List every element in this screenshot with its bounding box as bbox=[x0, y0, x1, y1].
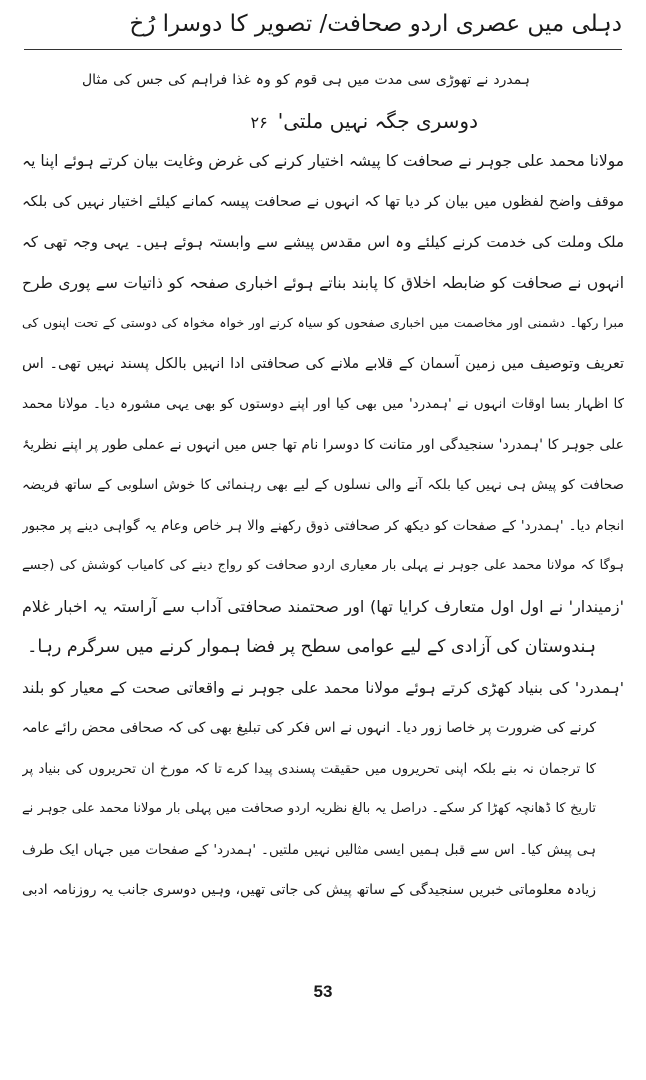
paragraph-line: کا ترجمان نہ بنے بلکہ اپنی تحریروں میں حقیقت پسندی پیدا کرے تا کہ مورخ ان تحریروں کی بنیاد پر bbox=[22, 760, 596, 777]
paragraph-line: کا اظہار بسا اوقات انہوں نے 'ہمدرد' میں بھی کیا اور اپنے دوستوں کو بھی یہی مشورہ دیا۔ مولانا محمد bbox=[22, 396, 624, 412]
paragraph-line: انہوں نے صحافت کو ضابطہ اخلاق کا پابند بناتے ہوئے اخباری صفحہ کو ذاتیات سے پوری طرح bbox=[22, 273, 624, 292]
paragraph-line: موقف واضح لفظوں میں بیان کر دیا تھا کہ انہوں نے صحافت پیسہ کمانے کیلئے اختیار نہیں کی بلکہ bbox=[22, 193, 624, 210]
quote-line-1: ہمدرد نے تھوڑی سی مدت میں ہی قوم کو وہ غذا فراہم کی جس کی مثال bbox=[82, 72, 530, 88]
paragraph-1 bbox=[22, 141, 624, 668]
paragraph-line: ملک وملت کی خدمت کرنے کیلئے وہ اس مقدس پیشے سے وابستہ ہوئے ہیں۔ یہی وجہ تھی کہ bbox=[22, 233, 624, 251]
paragraph-2 bbox=[22, 668, 624, 911]
paragraph-line: انجام دیا۔ 'ہمدرد' کے صفحات کو دیکھ کر صحافتی ذوق رکھنے والا ہر خاص وعام یہ گواہی دینے پر مجبور bbox=[22, 517, 624, 534]
paragraph-line: ہی پیش کیا۔ اس سے قبل ہمیں ایسی مثالیں نہیں ملتیں۔ 'ہمدرد' کے صفحات میں جہاں ایک طرف bbox=[22, 841, 596, 858]
footnote-reference: ۲۶ bbox=[250, 112, 268, 132]
paragraph-line: زیادہ معلوماتی خبریں سنجیدگی کے ساتھ پیش کی جاتی تھیں، وہیں دوسری جانب یہ روزنامہ ادبی bbox=[22, 882, 596, 898]
paragraph-line: ہوگا کہ مولانا محمد علی جوہر نے پہلی بار معیاری اردو صحافت کو رواج دینے کی کامیاب کوشش کی (جسے bbox=[22, 558, 624, 573]
quote-line-2 bbox=[22, 101, 624, 142]
paragraph-line: ہندوستان کی آزادی کے لیے عوامی سطح پر فضا ہموار کرنے میں سرگرم رہا۔ bbox=[27, 637, 596, 657]
paragraph-line: مبرا رکھا۔ دشمنی اور مخاصمت میں اخباری صفحوں کو سیاہ کرنے اور خواہ مخواہ کی دوستی کے تحت اپنوں کی bbox=[22, 315, 624, 330]
paragraph-line: تاریخ کا ڈھانچہ کھڑا کر سکے۔ دراصل یہ بالغ نظریہ اردو صحافت میں پہلی بار مولانا محمد علی جوہر نے bbox=[22, 801, 596, 816]
paragraph-line: مولانا محمد علی جوہر نے صحافت کا پیشہ اختیار کرنے کی غرض وغایت بیان کرتے ہوئے اپنا یہ bbox=[22, 152, 624, 170]
body-text bbox=[22, 60, 624, 911]
paragraph-line: کرنے کی ضرورت پر خاصا زور دیا۔ انہوں نے اس فکر کی تبلیغ بھی کی کہ صحافی محض رائے عامہ bbox=[22, 720, 596, 736]
paragraph-line: 'زمیندار' نے اول اول متعارف کرایا تھا) اور صحتمند صحافتی آداب سے آراستہ یہ اخبار غلام bbox=[22, 596, 624, 616]
paragraph-line: صحافت کو پیش ہی نہیں کیا بلکہ آنے والی نسلوں کے لیے بھی رہنمائی کا خوش اسلوبی کے ساتھ فریضہ bbox=[22, 477, 624, 493]
quote-line-2-text: دوسری جگہ نہیں ملتی' bbox=[277, 108, 478, 133]
paragraph-line: 'ہمدرد' کی بنیاد کھڑی کرتے ہوئے مولانا محمد علی جوہر نے واقعاتی صحت کے معیار کو بلند bbox=[22, 678, 624, 697]
paragraph-line: تعریف وتوصیف میں زمین آسمان کے قلابے ملانے کی صحافتی ادا انہیں بالکل پسند نہیں تھی۔ اس bbox=[22, 355, 624, 372]
page-number: 53 bbox=[313, 982, 333, 1001]
header-rule bbox=[24, 49, 622, 50]
paragraph-line: علی جوہر کا 'ہمدرد' سنجیدگی اور متانت کا دوسرا نام تھا جس میں انہوں نے عملی طور پر اپنے نظریۂ bbox=[22, 436, 624, 453]
running-header: دہلی میں عصری اردو صحافت/ تصویر کا دوسرا رُخ bbox=[129, 11, 622, 37]
